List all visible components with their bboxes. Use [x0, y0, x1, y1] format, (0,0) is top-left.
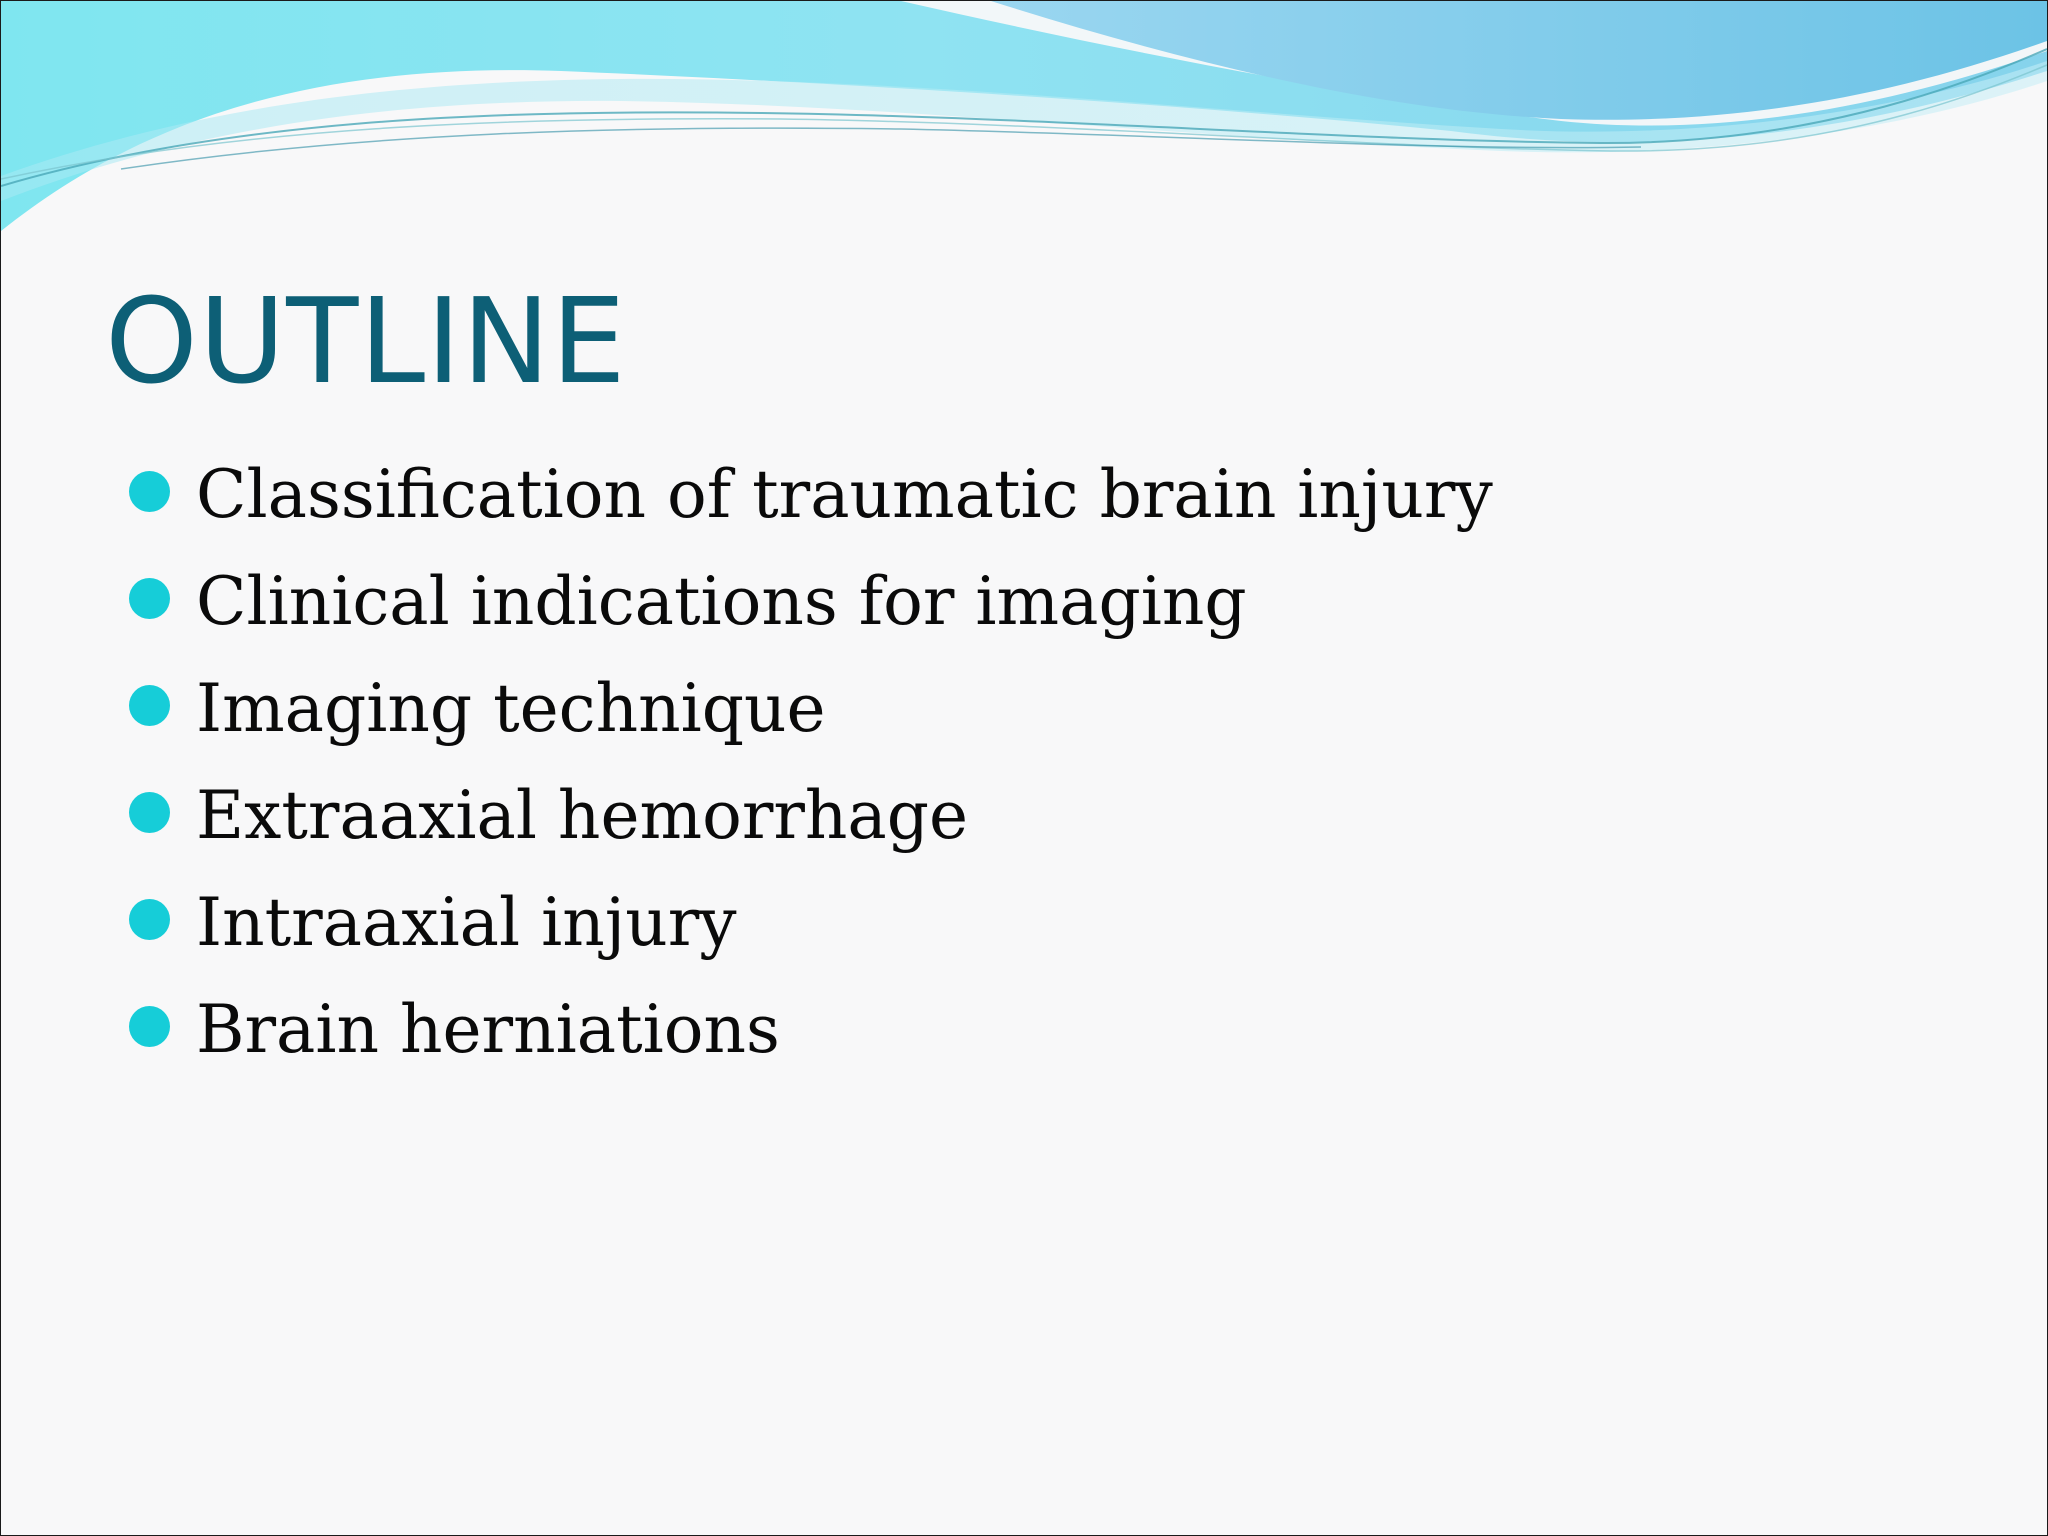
list-item — [129, 986, 1493, 1093]
list-item — [129, 558, 1493, 665]
list-item — [129, 451, 1493, 558]
bullet-dot-icon — [129, 685, 170, 726]
bullet-dot-icon — [129, 471, 170, 512]
list-item — [129, 879, 1493, 986]
list-item-text: Extraaxial hemorrhage — [196, 777, 969, 854]
bullet-dot-icon — [129, 1006, 170, 1047]
header-wave-decoration — [1, 1, 2047, 241]
list-item-text: Classification of traumatic brain injury — [196, 456, 1493, 533]
slide-title: OUTLINE — [105, 272, 627, 410]
bullet-dot-icon — [129, 899, 170, 940]
list-item-text: Imaging technique — [196, 670, 826, 747]
bullet-dot-icon — [129, 578, 170, 619]
list-item-text: Clinical indications for imaging — [196, 563, 1247, 640]
list-item-text: Brain herniations — [196, 991, 780, 1068]
list-item — [129, 772, 1493, 879]
list-item — [129, 665, 1493, 772]
list-item-text: Intraaxial injury — [196, 884, 737, 961]
outline-list — [129, 451, 1493, 1093]
bullet-dot-icon — [129, 792, 170, 833]
